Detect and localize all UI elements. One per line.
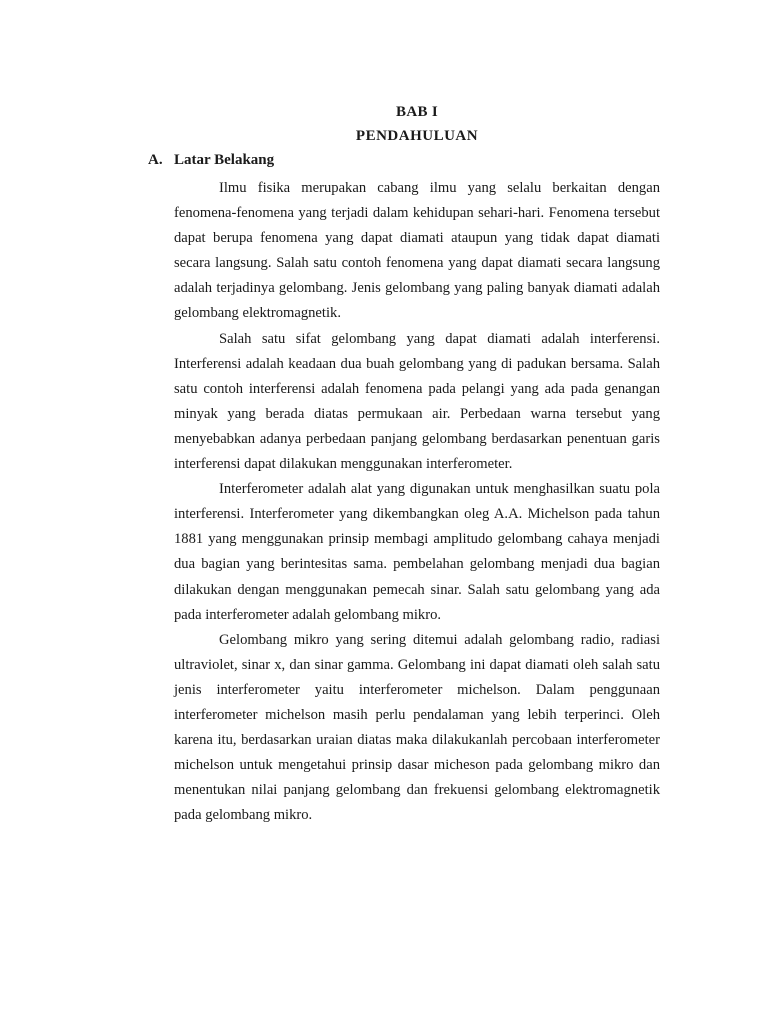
section-title: Latar Belakang <box>174 152 275 168</box>
paragraph: Salah satu sifat gelombang yang dapat diamati adalah interferensi. Interferensi adalah keadaan dua buah gelombang yang di padukan bersama. Salah satu contoh interferensi adalah fenomena pada pelangi yang ada pada genangan minyak yang berada diatas permukaan air. Perbedaan warna tersebut yang menyebabkan adanya perbedaan panjang gelombang berdasarkan penentuan garis interferensi dapat dilakukan menggunakan interferometer. <box>174 330 660 473</box>
body-text <box>174 176 660 828</box>
paragraph: Gelombang mikro yang sering ditemui adalah gelombang radio, radiasi ultraviolet, sinar x, dan sinar gamma. Gelombang ini dapat diamati oleh salah satu jenis interferometer yaitu interferometer michelson. Dalam penggunaan interferometer michelson masih perlu pendalaman yang lebih terperinci. Oleh karena itu, berdasarkan uraian diatas maka dilakukanlah percobaan interferometer michelson untuk mengetahui prinsip dasar micheson pada gelombang mikro dan menentukan nilai panjang gelombang dan frekuensi gelombang elektromagnetik pada gelombang mikro. <box>174 631 660 824</box>
chapter-label: BAB I <box>396 104 438 120</box>
paragraph: Ilmu fisika merupakan cabang ilmu yang selalu berkaitan dengan fenomena-fenomena yang terjadi dalam kehidupan sehari-hari. Fenomena tersebut dapat berupa fenomena yang dapat diamati ataupun yang tidak dapat diamati secara langsung. Salah satu contoh fenomena yang dapat diamati secara langsung adalah terjadinya gelombang. Jenis gelombang yang paling banyak diamati adalah gelombang elektromagnetik. <box>174 180 660 322</box>
section-heading <box>148 152 274 169</box>
paragraph: Interferometer adalah alat yang digunakan untuk menghasilkan suatu pola interferensi. Interferometer yang dikembangkan oleg A.A. Michelson pada tahun 1881 yang menggunakan prinsip membagi amplitudo gelombang cahaya menjadi dua bagian yang berintesitas sama. pembelahan gelombang menjadi dua bagian dilakukan dengan menggunakan pemecah sinar. Salah satu gelombang yang ada pada interferometer adalah gelombang mikro. <box>174 481 660 623</box>
chapter-title: PENDAHULUAN <box>355 128 479 144</box>
section-marker: A. <box>148 152 163 168</box>
